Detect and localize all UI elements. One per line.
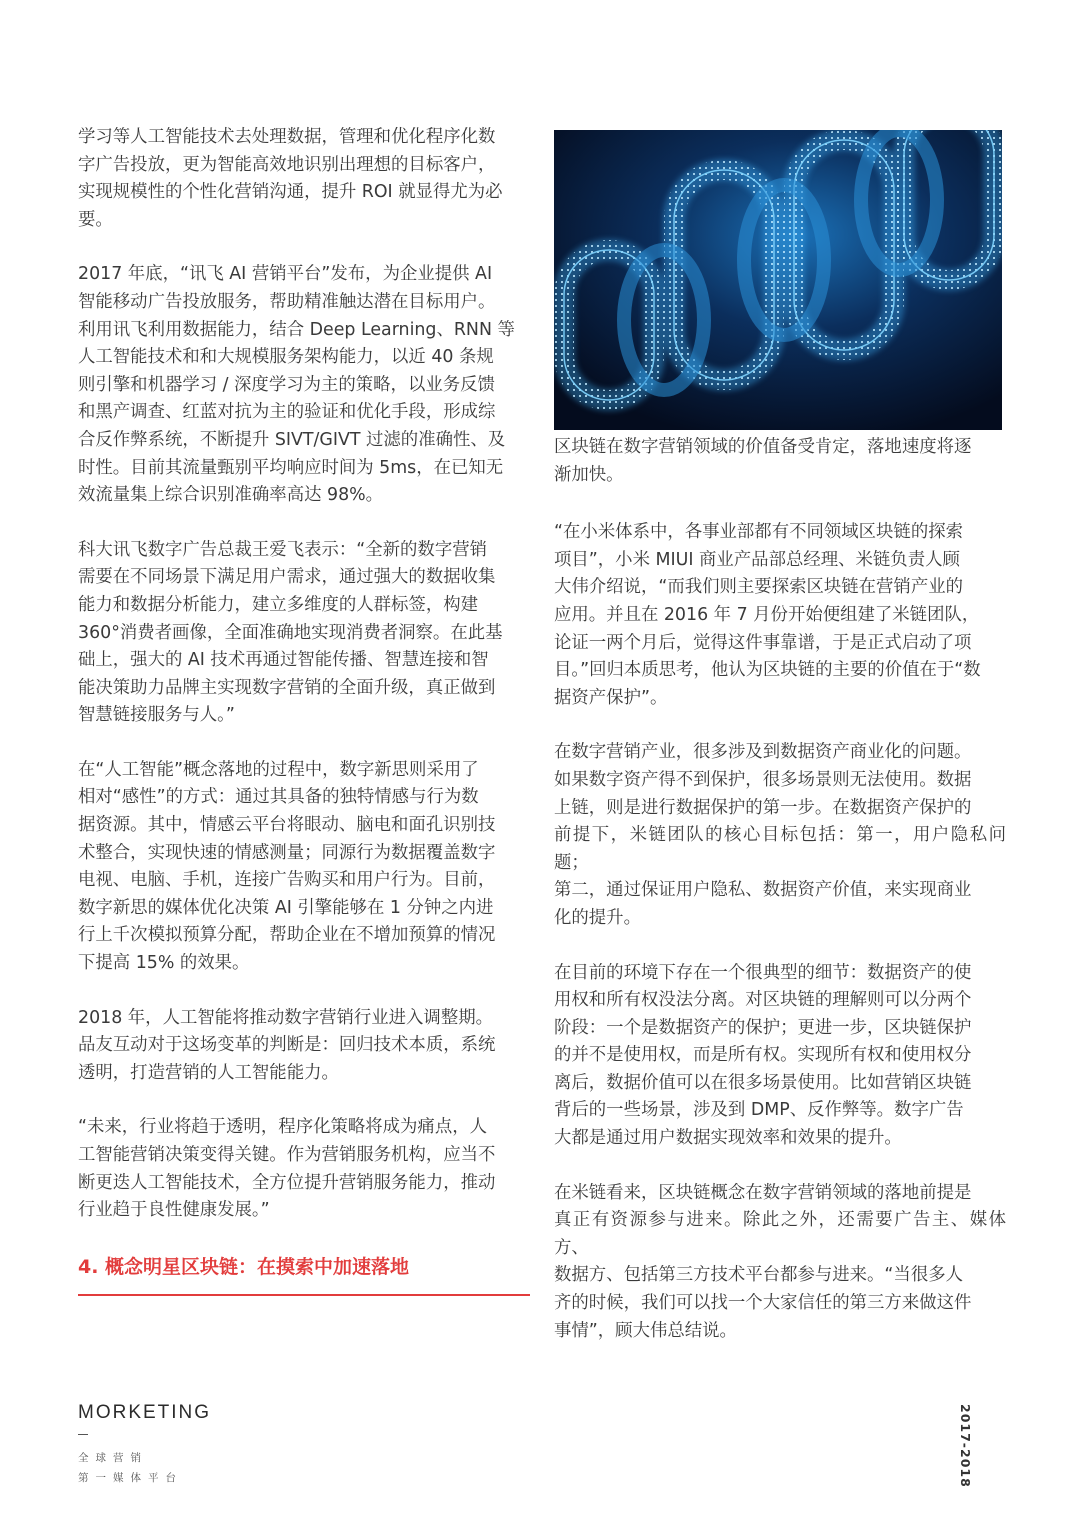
section-heading: 4. 概念明星区块链：在摸索中加速落地	[78, 1252, 530, 1296]
body-paragraph: 在米链看来，区块链概念在数字营销领域的落地前提是 真正有资源参与进来。除此之外，还需要广告主、媒体方、 数据方、包括第三方技术平台都参与进来。“当很多人 齐的时候，我们可以找一个大家信任的第三方来做这件 事情”，顾大伟总结说。	[554, 1182, 1006, 1341]
brand-logo: MORKETING	[78, 1402, 212, 1423]
year-end: 2018	[958, 1449, 973, 1488]
body-paragraph: 在数字营销产业，很多涉及到数据资产商业化的问题。 如果数字资产得不到保护，很多场景则无法使用。数据 上链，则是进行数据保护的第一步。在数据资产保护的 前提下，米链团队的核心目标包括：第一，用户隐私问题； 第二，通过保证用户隐私、数据资产价值，来实现商业 化的提升。	[554, 742, 1006, 928]
body-paragraph: 2017 年底，“讯飞 AI 营销平台”发布，为企业提供 AI 智能移动广告投放服务，帮助精准触达潜在目标用户。 利用讯飞利用数据能力，结合 Deep Learning、RNN 等 人工智能技术和和大规模服务架构能力，以近 40 条规 则引擎和机器学习 / 深度学习为主的策略，以业务反馈 和黑产调查、红蓝对抗为主的验证和优化手段，形成综 合反作弊系统，不断提升 SIVT/GIVT 过滤的准确性、及 时性。目前其流量甄别平均响应时间为 5ms，在已知无 效流量集上综合识别准确率高达 98%。	[78, 264, 515, 506]
body-paragraph: 2018 年，人工智能将推动数字营销行业进入调整期。 品友互动对于这场变革的判断是：回归技术本质，系统 透明，打造营销的人工智能能力。	[78, 1007, 496, 1083]
issue-year	[958, 1404, 972, 1488]
body-paragraph: 科大讯飞数字广告总裁王爱飞表示：“全新的数字营销 需要在不同场景下满足用户需求，通过强大的数据收集 能力和数据分析能力，建立多维度的人群标签，构建 360°消费者画像，全面准确地实现消费者洞察。在此基 础上，强大的 AI 技术再通过智能传播、智慧连接和智 能决策助力品牌主实现数字营销的全面升级，真正做到 智慧链接服务与人。”	[78, 539, 503, 726]
body-paragraph: 学习等人工智能技术去处理数据，管理和优化程序化数 字广告投放，更为智能高效地识别出理想的目标客户， 实现规模性的个性化营销沟通，提升 ROI 就显得尤为必 要。	[78, 127, 503, 230]
right-column	[554, 124, 1006, 1372]
brand-tagline: 第一媒体平台	[78, 1472, 183, 1484]
body-paragraph: 在目前的环境下存在一个很典型的细节：数据资产的使 用权和所有权没法分离。对区块链的理解则可以分两个 阶段：一个是数据资产的保护；更进一步，区块链保护 的并不是使用权，而是所有权。实现所有权和使用权分 离后，数据价值可以在很多场景使用。比如营销区块链 背后的一些场景，涉及到 DMP、反作弊等。数字广告 大都是通过用户数据实现效率和效果的提升。	[554, 962, 972, 1149]
year-separator: -	[958, 1442, 973, 1449]
body-paragraph: 在“人工智能”概念落地的过程中，数字新思则采用了 相对“感性”的方式：通过其具备的独特情感与行为数 据资源。其中，情感云平台将眼动、脑电和面孔识别技 术整合，实现快速的情感测量；同源行为数据覆盖数字 电视、电脑、手机，连接广告购买和用户行为。目前， 数字新思的媒体优化决策 AI 引擎能够在 1 分钟之内进 行上千次模拟预算分配，帮助企业在不增加预算的情况 下提高 15% 的效果。	[78, 759, 496, 974]
year-start: 2017	[958, 1404, 973, 1443]
brand-divider	[78, 1434, 88, 1435]
body-paragraph: “在小米体系中，各事业部都有不同领域区块链的探索 项目”，小米 MIUI 商业产品部总经理、米链负责人顾 大伟介绍说，“而我们则主要探索区块链在营销产业的 应用。并且在 2016 年 7 月份开始便组建了米链团队， 论证一两个月后，觉得这件事靠谱，于是正式启动了项 目。”回归本质思考，他认为区块链的主要的价值在于“数 据资产保护”。	[554, 522, 981, 708]
brand-tagline: 全球营销	[78, 1452, 148, 1464]
left-column	[78, 124, 530, 1296]
blockchain-image	[554, 130, 1002, 430]
body-paragraph: “未来，行业将趋于透明，程序化策略将成为痛点，人 工智能营销决策变得关键。作为营销服务机构，应当不 断更迭人工智能技术，全方位提升营销服务能力，推动 行业趋于良性健康发展。”	[78, 1117, 496, 1221]
chain-icon	[554, 130, 1002, 430]
image-caption: 区块链在数字营销领域的价值备受肯定，落地速度将逐 渐加快。	[554, 437, 972, 485]
